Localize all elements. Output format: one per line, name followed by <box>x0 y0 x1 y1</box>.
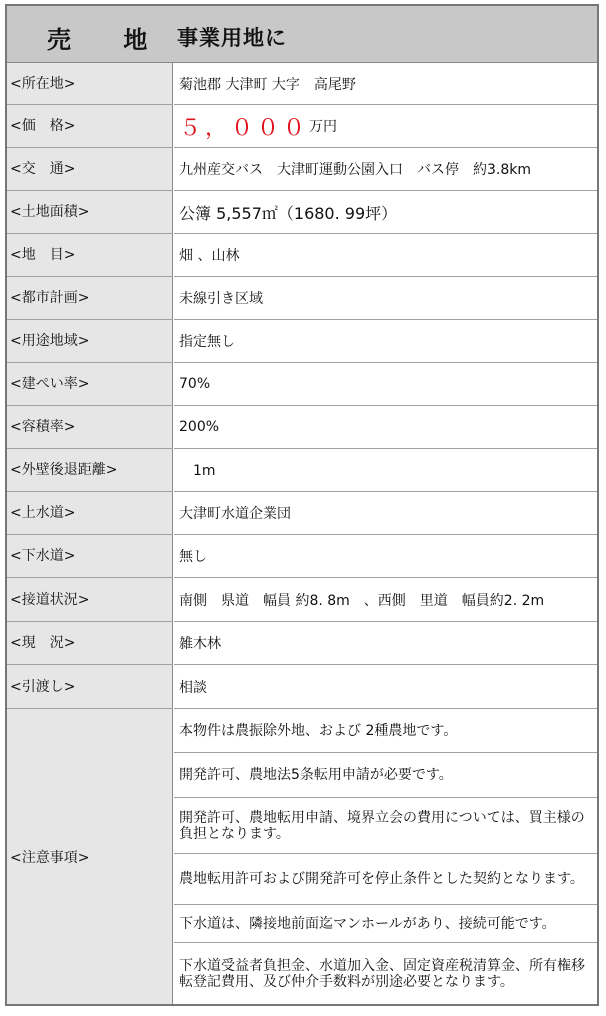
row-city-planning <box>7 277 597 320</box>
label-road-access: <接道状況> <box>7 578 173 622</box>
label-sewer: <下水道> <box>7 535 173 578</box>
label-water-supply: <上水道> <box>7 492 173 535</box>
row-current-state <box>7 622 597 665</box>
value-land-area: 公簿 5,557㎡（1680. 99坪） <box>174 191 597 234</box>
value-city-planning: 未線引き区域 <box>174 277 597 320</box>
label-current-state: <現 況> <box>7 622 173 665</box>
row-handover <box>7 665 597 709</box>
price-amount: ５，０００ <box>179 115 310 141</box>
row-address <box>7 63 597 105</box>
row-access <box>7 148 597 191</box>
label-zoning: <用途地域> <box>7 320 173 363</box>
row-zoning <box>7 320 597 363</box>
note-item: 下水道は、隣接地前面迄マンホールがあり、接続可能です。 <box>174 905 597 943</box>
header-bar <box>7 6 597 63</box>
row-sewer <box>7 535 597 578</box>
row-price <box>7 105 597 148</box>
label-city-planning: <都市計画> <box>7 277 173 320</box>
note-item: 開発許可、農地法5条転用申請が必要です。 <box>174 753 597 798</box>
value-handover: 相談 <box>174 665 597 709</box>
value-road-access: 南側 県道 幅員 約8. 8m 、西側 里道 幅員約2. 2m <box>174 578 597 622</box>
value-access: 九州産交バス 大津町運動公園入口 バス停 約3.8km <box>174 148 597 191</box>
note-item: 開発許可、農地転用申請、境界立会の費用については、買主様の負担となります。 <box>174 798 597 854</box>
value-coverage-ratio: 70% <box>174 363 597 406</box>
label-handover: <引渡し> <box>7 665 173 709</box>
label-coverage-ratio: <建ぺい率> <box>7 363 173 406</box>
label-land-area: <土地面積> <box>7 191 173 234</box>
row-land-area <box>7 191 597 234</box>
note-item: 本物件は農振除外地、および 2種農地です。 <box>174 709 597 753</box>
row-floor-area-ratio <box>7 406 597 449</box>
value-water-supply: 大津町水道企業団 <box>174 492 597 535</box>
price-unit: 万円 <box>309 119 338 135</box>
row-setback <box>7 449 597 492</box>
note-item: 農地転用許可および開発許可を停止条件とした契約となります。 <box>174 854 597 905</box>
header-subtitle: 事業用地に <box>177 26 287 50</box>
value-land-category: 畑 、山林 <box>174 234 597 277</box>
row-coverage-ratio <box>7 363 597 406</box>
label-floor-area-ratio: <容積率> <box>7 406 173 449</box>
header-title: 売 地 <box>47 26 170 54</box>
label-setback: <外壁後退距離> <box>7 449 173 492</box>
row-water-supply <box>7 492 597 535</box>
label-land-category: <地 目> <box>7 234 173 277</box>
value-sewer: 無し <box>174 535 597 578</box>
value-address: 菊池郡 大津町 大字 高尾野 <box>174 63 597 105</box>
label-notes: <注意事項> <box>7 709 173 1004</box>
label-access: <交 通> <box>7 148 173 191</box>
property-sheet <box>5 4 599 1006</box>
value-setback: 1m <box>174 449 597 492</box>
value-zoning: 指定無し <box>174 320 597 363</box>
value-price <box>174 105 597 148</box>
value-current-state: 雑木林 <box>174 622 597 665</box>
row-road-access <box>7 578 597 622</box>
label-price: <価 格> <box>7 105 173 148</box>
label-address: <所在地> <box>7 63 173 105</box>
value-floor-area-ratio: 200% <box>174 406 597 449</box>
row-land-category <box>7 234 597 277</box>
note-item: 下水道受益者負担金、水道加入金、固定資産税清算金、所有権移転登記費用、及び仲介手数料が別途必要となります。 <box>179 957 585 990</box>
